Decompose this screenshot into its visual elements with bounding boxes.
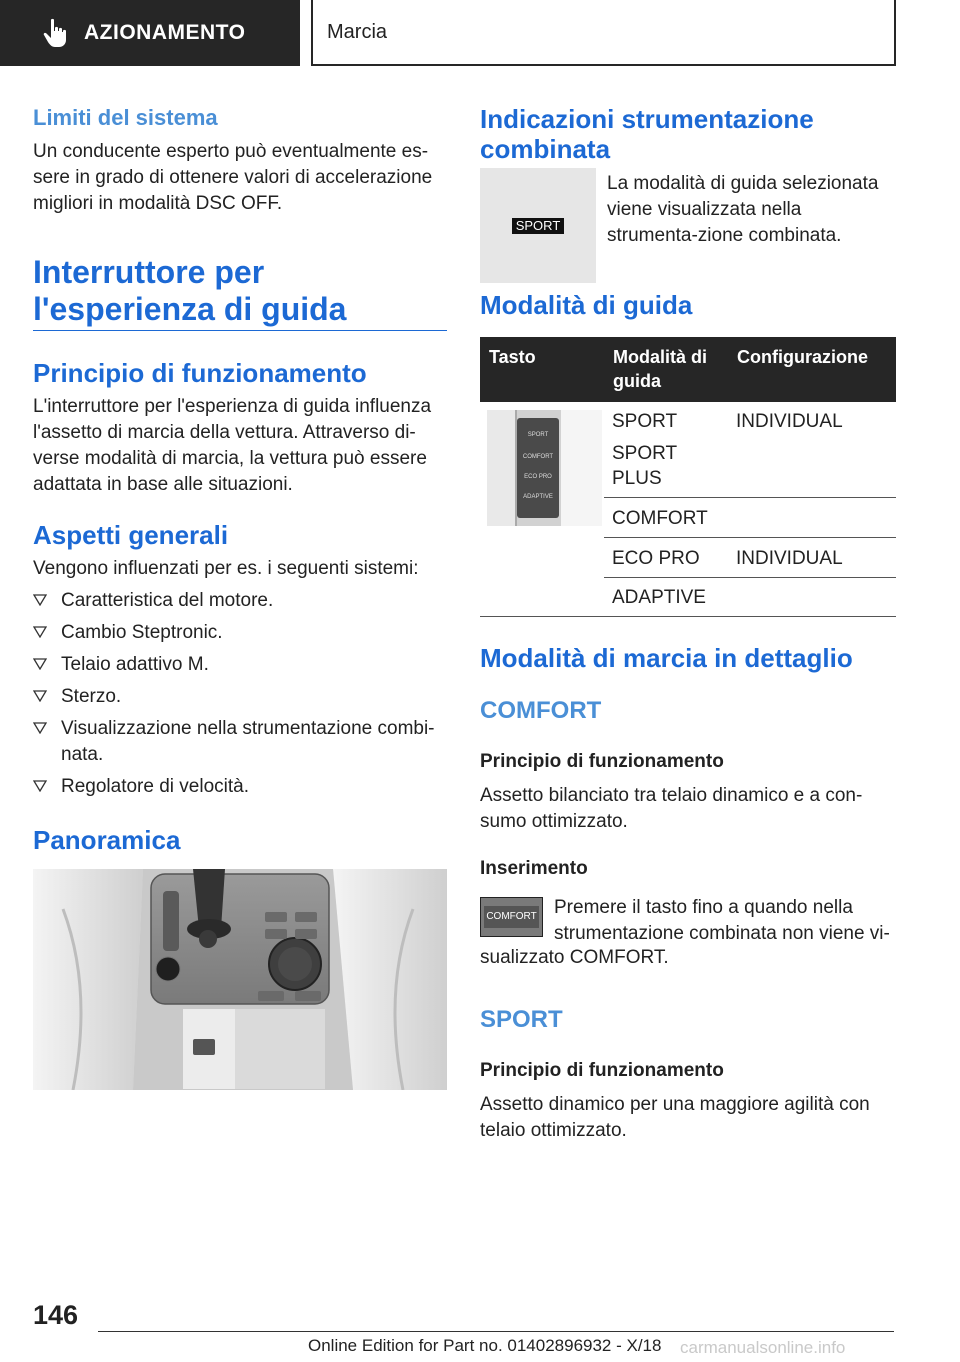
row-mode-sport-plus: SPORT PLUS bbox=[612, 443, 677, 489]
watermark-text: carmanualsonline.info bbox=[680, 1338, 846, 1357]
sport-principle-heading: Principio di funzionamento bbox=[480, 1060, 724, 1081]
switch-label-eco-pro: ECO PRO bbox=[524, 474, 552, 480]
switch-label-adaptive: ADAPTIVE bbox=[523, 494, 553, 500]
display-heading-line1: Indicazioni strumentazione bbox=[480, 104, 814, 134]
triangle-bullet-icon bbox=[33, 626, 47, 638]
general-intro: Vengono influenzati per es. i seguenti sistemi: bbox=[33, 558, 419, 579]
edition-text: Online Edition for Part no. 01402896932 - X/18 bbox=[308, 1336, 662, 1355]
list-item: Telaio adattivo M. bbox=[33, 652, 438, 678]
list-item: Caratteristica del motore. bbox=[33, 588, 438, 614]
section-label: AZIONAMENTO bbox=[84, 21, 246, 44]
footer-rule bbox=[98, 1331, 894, 1332]
row-mode-comfort: COMFORT bbox=[612, 508, 708, 529]
triangle-bullet-icon bbox=[33, 722, 47, 734]
driving-modes-table bbox=[480, 337, 896, 402]
title-rule bbox=[33, 330, 447, 331]
comfort-activation-heading: Inserimento bbox=[480, 858, 588, 879]
header-cell-config: Configurazione bbox=[737, 347, 868, 367]
table-bottom-rule bbox=[480, 616, 896, 617]
sport-display-image bbox=[480, 168, 596, 283]
row-mode-adaptive: ADAPTIVE bbox=[612, 587, 706, 608]
list-item: Visualizzazione nella strumentazione combi-nata. bbox=[33, 716, 438, 768]
comfort-activation-text-2: sualizzato COMFORT. bbox=[480, 947, 669, 968]
detail-heading: Modalità di marcia in dettaglio bbox=[480, 643, 853, 673]
display-heading-line2: combinata bbox=[480, 134, 611, 164]
sport-heading: SPORT bbox=[480, 1006, 563, 1033]
list-item: Sterzo. bbox=[33, 684, 438, 710]
table-divider bbox=[604, 537, 896, 538]
principle-text: L'interruttore per l'esperienza di guida influenza l'assetto di marcia della vettura. Attraverso di-verse modalità di marcia, la vettura può essere adattata in base alle situazioni. bbox=[33, 396, 432, 495]
switch-label-comfort: COMFORT bbox=[522, 454, 554, 460]
triangle-bullet-icon bbox=[33, 594, 47, 606]
page-number: 146 bbox=[33, 1300, 79, 1330]
triangle-bullet-icon bbox=[33, 780, 47, 792]
comfort-badge: COMFORT bbox=[484, 906, 539, 928]
general-list bbox=[33, 588, 438, 806]
table-header bbox=[480, 337, 896, 402]
triangle-bullet-icon bbox=[33, 690, 47, 702]
hand-pointer-icon bbox=[36, 13, 76, 53]
mode-switch-image bbox=[487, 410, 602, 526]
sport-badge: SPORT bbox=[512, 218, 564, 234]
row-config-sport: INDIVIDUAL bbox=[736, 411, 843, 432]
row-mode-eco-pro: ECO PRO bbox=[612, 548, 700, 569]
table-divider bbox=[604, 497, 896, 498]
main-title-line2: l'esperienza di guida bbox=[33, 291, 347, 327]
limits-text: Un conducente esperto può eventualmente es-sere in grado di ottenere valori di accelerazione migliori in modalità DSC OFF. bbox=[33, 141, 433, 214]
list-item: Regolatore di velocità. bbox=[33, 774, 438, 800]
list-item: Cambio Steptronic. bbox=[33, 620, 438, 646]
modes-heading: Modalità di guida bbox=[480, 290, 693, 320]
comfort-activation-text-1: Premere il tasto fino a quando nella strumentazione combinata non viene vi- bbox=[554, 897, 890, 944]
principle-heading: Principio di funzionamento bbox=[33, 358, 367, 388]
comfort-principle-heading: Principio di funzionamento bbox=[480, 751, 724, 772]
general-heading: Aspetti generali bbox=[33, 520, 229, 550]
center-console-image bbox=[33, 869, 447, 1090]
section-tab bbox=[0, 0, 300, 66]
sport-principle-text: Assetto dinamico per una maggiore agilità con telaio ottimizzato. bbox=[480, 1094, 870, 1141]
comfort-heading: COMFORT bbox=[480, 697, 602, 724]
overview-heading: Panoramica bbox=[33, 825, 181, 855]
triangle-bullet-icon bbox=[33, 658, 47, 670]
main-title-line1: Interruttore per bbox=[33, 254, 265, 290]
chapter-box bbox=[311, 0, 896, 66]
comfort-principle-text: Assetto bilanciato tra telaio dinamico e a con-sumo ottimizzato. bbox=[480, 785, 863, 832]
comfort-button-image bbox=[480, 897, 543, 937]
row-mode-sport: SPORT bbox=[612, 411, 678, 432]
switch-label-sport: SPORT bbox=[527, 432, 549, 438]
chapter-label: Marcia bbox=[327, 20, 388, 43]
row-config-eco-pro: INDIVIDUAL bbox=[736, 548, 843, 569]
header-cell-mode: Modalità di guida bbox=[613, 347, 707, 391]
display-text: La modalità di guida selezionata viene visualizzata nella strumenta-zione combinata. bbox=[607, 173, 879, 246]
table-divider bbox=[604, 577, 896, 578]
header-cell-button: Tasto bbox=[489, 347, 536, 367]
limits-heading: Limiti del sistema bbox=[33, 105, 218, 130]
